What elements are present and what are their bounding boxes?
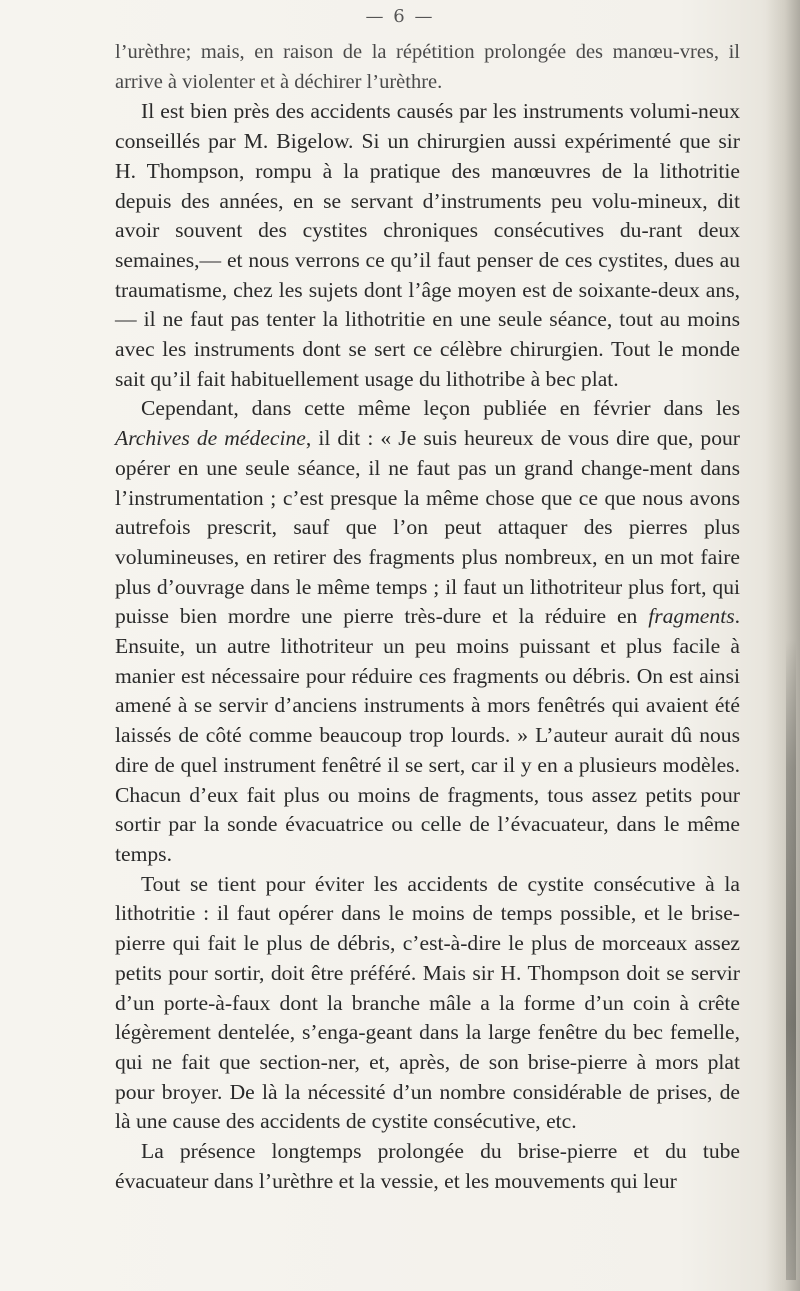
- fragments-word: fragments: [648, 604, 735, 629]
- paragraph-1: l’urèthre; mais, en raison de la répétition prolongée des manœu-vres, il arrive à violenter et à déchirer l’urèthre.: [115, 41, 740, 93]
- body-text: [115, 38, 740, 1196]
- paragraph-2: Il est bien près des accidents causés par les instruments volumi-neux conseillés par M. Bigelow. Si un chirurgien aussi expérimenté que sir H. Thompson, rompu à la pratique des manœuvres de la lithotritie depuis des années, en se servant d’instruments peu volu-mineux, dit avoir souvent des cystites chroniques consécutives du-rant deux semaines,— et nous verrons ce qu’il faut penser de ces cystites, dues au traumatisme, chez les sujets dont l’âge moyen est de soixante-deux ans, — il ne faut pas tenter la lithotritie en une seule séance, tout au moins avec les instruments dont se sert ce célèbre chirurgien. Tout le monde sait qu’il fait habituellement usage du lithotribe à bec plat.: [115, 99, 740, 391]
- paragraph-5: La présence longtemps prolongée du brise-pierre et du tube évacuateur dans l’urèthre et la vessie, et les mouvements qui leur: [115, 1139, 740, 1193]
- paragraph-3-part-3: . Ensuite, un autre lithotriteur un peu moins puissant et plus facile à manier est nécessaire pour réduire ces fragments ou débris. On est ainsi amené à se servir d’anciens instruments à mors fenêtrés qui avaient été laissés de côté comme beaucoup trop lourds. » L’auteur aurait dû nous dire de quel instrument fenêtré il se sert, car il y en a plusieurs modèles. Chacun d’eux fait plus ou moins de fragments, tous assez petits pour sortir par la sonde évacuatrice ou celle de l’évacuateur, dans le même temps.: [115, 604, 740, 866]
- paragraph-3-part-1: Cependant, dans cette même leçon publiée en février dans les: [141, 396, 740, 421]
- paragraph-3: [115, 394, 740, 869]
- page-number-header: — 6 —: [365, 6, 435, 27]
- journal-title: Archives de médecine: [115, 426, 306, 451]
- page-binding-strip: [786, 640, 796, 1280]
- paragraph-4: Tout se tient pour éviter les accidents de cystite consécutive à la lithotritie : il faut opérer dans le moins de temps possible, et le brise-pierre qui fait le plus de débris, c’est-à-dire le plus de morceaux assez petits pour sortir, doit être préféré. Mais sir H. Thompson doit se servir d’un porte-à-faux dont la branche mâle a la forme d’un coin à crête légèrement dentelée, s’enga-geant dans la large fenêtre du bec femelle, qui ne fait que section-ner, et, après, de son brise-pierre à mors plat pour broyer. De là la nécessité d’un nombre considérable de prises, de là une cause des accidents de cystite consécutive, etc.: [115, 871, 740, 1134]
- paragraph-3-part-2: , il dit : « Je suis heureux de vous dire que, pour opérer en une seule séance, il ne faut pas un grand change-ment dans l’instrumentation ; c’est presque la même chose que ce que nous avons autrefois prescrit, sauf que l’on peut attaquer des pierres plus volumineuses, en retirer des fragments plus nombreux, en un mot faire plus d’ouvrage dans le même temps ; il faut un lithotriteur plus fort, qui puisse bien mordre une pierre très-dure et la réduire en: [115, 426, 740, 629]
